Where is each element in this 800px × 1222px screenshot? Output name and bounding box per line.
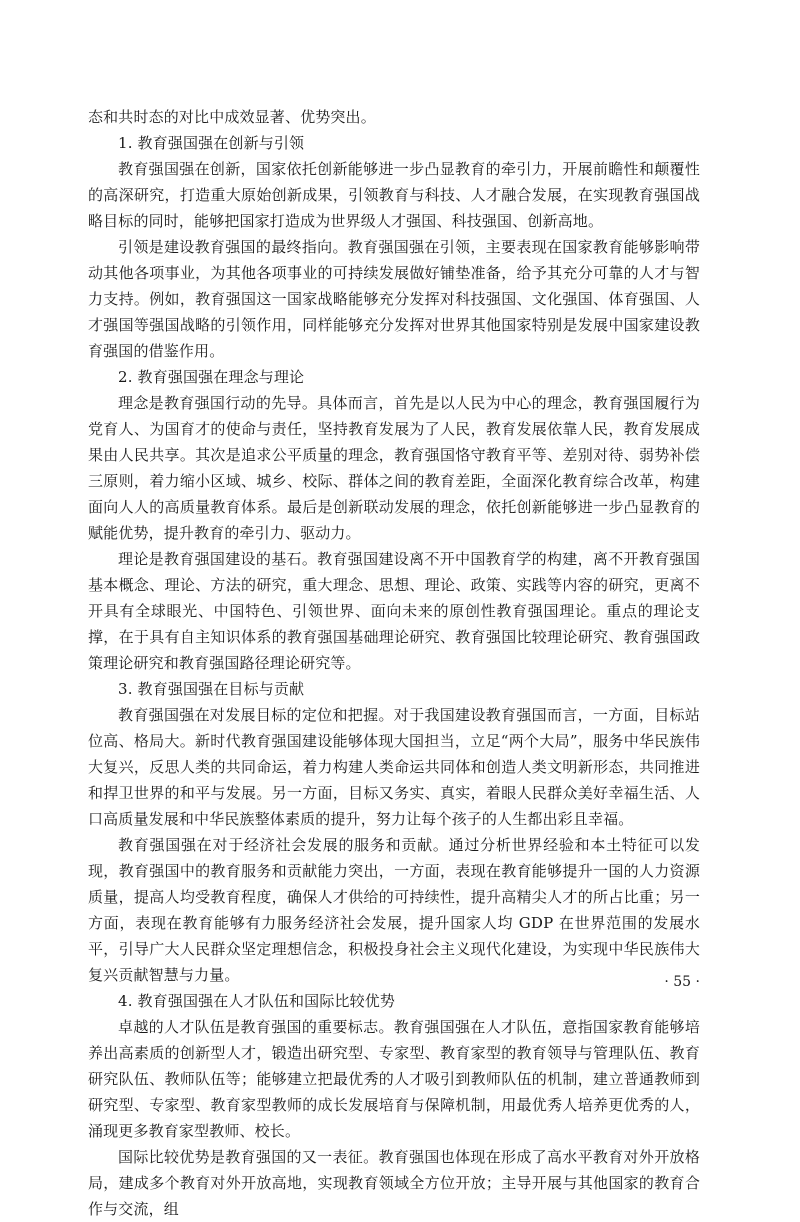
paragraph: 教育强国强在对发展目标的定位和把握。对于我国建设教育强国而言，一方面，目标站位高、格局大。新时代教育强国建设能够体现大国担当，立足“两个大局”，服务中华民族伟大复兴，反思人类的共同命运，着力构建人类命运共同体和创造人类文明新形态，共同推进和捍卫世界的和平与发展。另一方面，目标又务实、真实，着眼人民群众美好幸福生活、人口高质量发展和中华民族整体素质的提升，努力让每个孩子的人生都出彩且幸福。 xyxy=(88,706,700,828)
section-heading-innovation: 1. 教育强国强在创新与引领 xyxy=(118,134,305,152)
section-heading-goals: 3. 教育强国强在目标与贡献 xyxy=(118,680,305,698)
paragraph: 理念是教育强国行动的先导。具体而言，首先是以人民为中心的理念，教育强国履行为党育人、为国育才的使命与责任，坚持教育发展为了人民，教育发展依靠人民，教育发展成果由人民共享。其次是追求公平质量的理念，教育强国恪守教育平等、差别对待、弱势补偿三原则，着力缩小区域、城乡、校际、群体之间的教育差距，全面深化教育综合改革，构建面向人人的高质量教育体系。最后是创新联动发展的理念，依托创新能够进一步凸显教育的赋能优势，提升教育的牵引力、驱动力。 xyxy=(88,394,700,542)
article-body xyxy=(88,104,700,1222)
page-number: · 55 · xyxy=(664,974,700,990)
paragraph: 理论是教育强国建设的基石。教育强国建设离不开中国教育学的构建，离不开教育强国基本概念、理论、方法的研究，重大理念、思想、理论、政策、实践等内容的研究，更离不开具有全球眼光、中国特色、引领世界、面向未来的原创性教育强国理论。重点的理论支撑，在于具有自主知识体系的教育强国基础理论研究、教育强国比较理论研究、教育强国政策理论研究和教育强国路径理论研究等。 xyxy=(88,550,700,672)
paragraph: 引领是建设教育强国的最终指向。教育强国强在引领，主要表现在国家教育能够影响带动其他各项事业，为其他各项事业的可持续发展做好铺垫准备，给予其充分可靠的人才与智力支持。例如，教育强国这一国家战略能够充分发挥对科技强国、文化强国、体育强国、人才强国等强国战略的引领作用，同样能够充分发挥对世界其他国家特别是发展中国家建设教育强国的借鉴作用。 xyxy=(88,238,700,360)
section-heading-talent: 4. 教育强国强在人才队伍和国际比较优势 xyxy=(118,992,396,1010)
paragraph: 卓越的人才队伍是教育强国的重要标志。教育强国强在人才队伍，意指国家教育能够培养出高素质的创新型人才，锻造出研究型、专家型、教育家型的教育领导与管理队伍、教育研究队伍、教师队伍等；能够建立把最优秀的人才吸引到教师队伍的机制，建立普通教师到研究型、专家型、教育家型教师的成长发展培育与保障机制，用最优秀人培养更优秀的人，涌现更多教育家型教师、校长。 xyxy=(88,1018,700,1140)
paragraph: 教育强国强在创新，国家依托创新能够进一步凸显教育的牵引力，开展前瞻性和颠覆性的高深研究，打造重大原始创新成果，引领教育与科技、人才融合发展，在实现教育强国战略目标的同时，能够把国家打造成为世界级人才强国、科技强国、创新高地。 xyxy=(88,160,700,230)
section-heading-philosophy: 2. 教育强国强在理念与理论 xyxy=(118,368,305,386)
paragraph: 教育强国强在对于经济社会发展的服务和贡献。通过分析世界经验和本土特征可以发现，教育强国中的教育服务和贡献能力突出，一方面，表现在教育能够提升一国的人力资源质量，提高人均受教育程度，确保人才供给的可持续性，提升高精尖人才的所占比重；另一方面，表现在教育能够有力服务经济社会发展，提升国家人均 GDP 在世界范围的发展水平，引导广大人民群众坚定理想信念，积极投身社会主义现代化建设，为实现中华民族伟大复兴贡献智慧与力量。 xyxy=(88,836,700,984)
paragraph: 国际比较优势是教育强国的又一表征。教育强国也体现在形成了高水平教育对外开放格局，建成多个教育对外开放高地，实现教育领域全方位开放；主导开展与其他国家的教育合作与交流，组 xyxy=(88,1148,700,1218)
paragraph-continued: 态和共时态的对比中成效显著、优势突出。 xyxy=(88,108,376,126)
